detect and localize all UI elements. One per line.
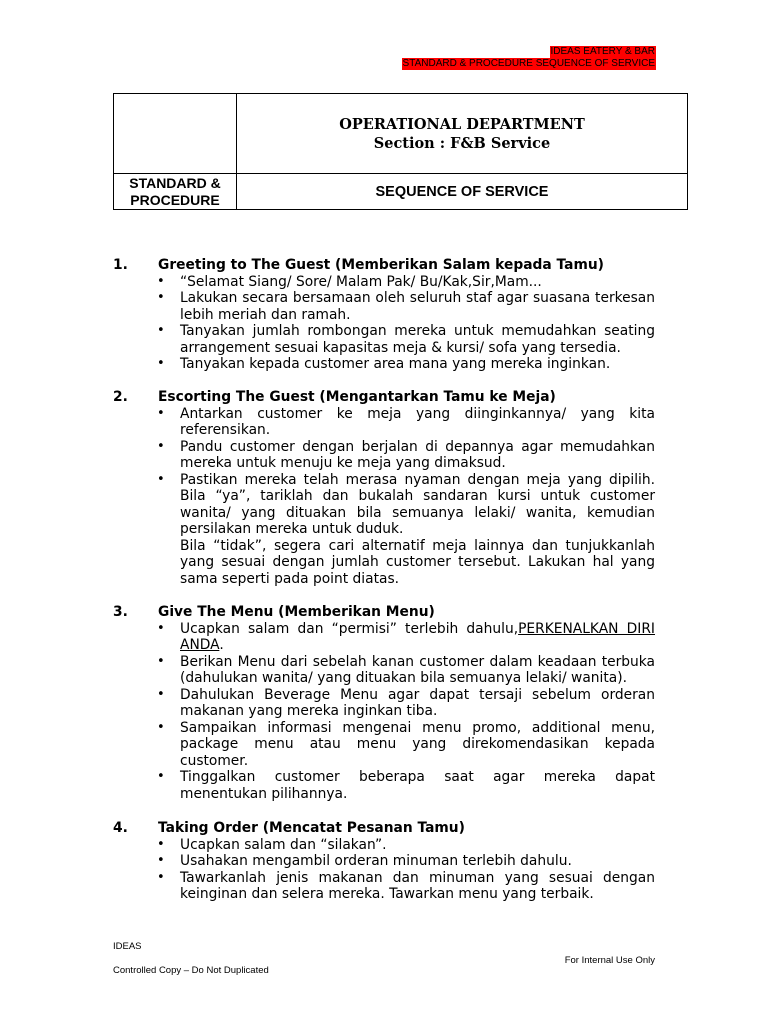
list-item: • Tawarkanlah jenis makanan dan minuman yang sesuai dengan keinginan dan selera mereka. Tawarkan menu yang terbaik.	[157, 869, 655, 902]
section-number: 1.	[113, 257, 128, 273]
header-document-title: STANDARD & PROCEDURE SEQUENCE OF SERVICE	[402, 58, 655, 69]
header-company: IDEAS EATERY & BAR	[550, 46, 655, 57]
bullet-icon: •	[157, 769, 165, 784]
list-item-continuation: Bila “tidak”, segera cari alternatif meja lainnya dan tunjukkanlah yang sesuai dengan jumlah customer tersebut. Lakukan hal yang sama seperti pada point diatas.	[180, 537, 655, 587]
bullet-icon: •	[157, 290, 165, 305]
bullet-icon: •	[157, 471, 165, 487]
document-header	[402, 46, 656, 70]
standard-label: STANDARD &	[129, 174, 221, 191]
bullet-icon: •	[157, 405, 165, 421]
section-title-text: Give The Menu (Memberikan Menu)	[158, 604, 435, 620]
bullet-icon: •	[157, 620, 165, 636]
bullet-list	[113, 621, 655, 803]
bullet-icon: •	[157, 719, 165, 735]
section-heading	[113, 389, 655, 406]
introduce-yourself-emphasis: PERKENALKAN DIRI ANDA	[180, 620, 655, 653]
logo-cell	[114, 94, 237, 174]
section-1	[113, 257, 655, 373]
list-item: • Tanyakan jumlah rombongan mereka untuk memudahkan seating arrangement sesuai kapasitas meja & kursi/ sofa yang tersedia.	[157, 323, 655, 356]
bullet-icon: •	[157, 356, 165, 371]
section-3	[113, 604, 655, 802]
bullet-list	[113, 837, 655, 903]
list-item: • Ucapkan salam dan “permisi” terlebih dahulu,PERKENALKAN DIRI ANDA.	[157, 620, 655, 653]
bullet-icon: •	[157, 438, 165, 454]
bullet-icon: •	[157, 853, 165, 868]
standard-procedure-cell	[114, 174, 237, 210]
footer-company: IDEAS	[113, 941, 142, 952]
list-item: • Ucapkan salam dan “silakan”.	[157, 836, 387, 853]
list-item: • Sampaikan informasi mengenai menu promo, additional menu, package menu atau menu yang direkomendasikan kepada customer.	[157, 719, 655, 769]
list-item: • Usahakan mengambil orderan minuman terlebih dahulu.	[157, 853, 572, 869]
section-number: 3.	[113, 604, 128, 620]
list-item: • Pastikan mereka telah merasa nyaman dengan meja yang dipilih. Bila “ya”, tariklah dan bukalah sandaran kursi untuk customer wanita/ yang dituakan bila semuanya lelaki/ wanita, kemudian persilakan mereka untuk duduk.	[157, 471, 655, 537]
bullet-icon: •	[157, 653, 165, 669]
department-cell	[237, 94, 688, 174]
list-item: • Berikan Menu dari sebelah kanan customer dalam keadaan terbuka (dahulukan wanita/ yang dituakan bila semuanya lelaki/ wanita).	[157, 653, 655, 686]
section-title-text: Greeting to The Guest (Memberikan Salam kepada Tamu)	[158, 257, 604, 273]
section-title: Section : F&B Service	[373, 134, 551, 152]
bullet-icon: •	[157, 686, 165, 702]
section-number: 2.	[113, 389, 128, 405]
section-heading	[113, 257, 655, 274]
procedure-label: PROCEDURE	[130, 191, 220, 208]
list-item: • Dahulukan Beverage Menu agar dapat tersaji sebelum orderan makanan yang mereka inginkan tiba.	[157, 686, 655, 719]
bullet-icon: •	[157, 273, 165, 289]
list-item: • Tinggalkan customer beberapa saat agar mereka dapat menentukan pilihannya.	[157, 769, 655, 802]
list-item: • Tanyakan kepada customer area mana yang mereka inginkan.	[157, 356, 611, 372]
list-item: • Pandu customer dengan berjalan di depannya agar memudahkan mereka untuk menuju ke meja yang dimaksud.	[157, 438, 655, 471]
list-item: • “Selamat Siang/ Sore/ Malam Pak/ Bu/Kak,Sir,Mam...	[157, 273, 542, 290]
bullet-list	[113, 274, 655, 373]
footer-left	[113, 941, 269, 977]
footer-copy-notice: Controlled Copy – Do Not Duplicated	[113, 965, 269, 976]
bullet-list	[113, 406, 655, 588]
section-title-text: Escorting The Guest (Mengantarkan Tamu ke Meja)	[158, 389, 556, 405]
sequence-of-service-cell: SEQUENCE OF SERVICE	[237, 174, 688, 210]
section-heading	[113, 604, 655, 621]
list-item: • Lakukan secara bersamaan oleh seluruh staf agar suasana terkesan lebih meriah dan ramah.	[157, 290, 655, 323]
section-2	[113, 389, 655, 587]
department-title: OPERATIONAL DEPARTMENT	[339, 115, 585, 133]
section-4	[113, 820, 655, 903]
bullet-icon: •	[157, 869, 165, 885]
section-heading	[113, 820, 655, 837]
list-item: • Antarkan customer ke meja yang diinginkannya/ yang kita referensikan.	[157, 405, 655, 438]
title-table	[113, 93, 688, 210]
bullet-icon: •	[157, 836, 165, 852]
section-number: 4.	[113, 820, 128, 836]
footer-usage-note: For Internal Use Only	[564, 955, 655, 966]
bullet-icon: •	[157, 323, 165, 338]
section-title-text: Taking Order (Mencatat Pesanan Tamu)	[158, 820, 465, 836]
